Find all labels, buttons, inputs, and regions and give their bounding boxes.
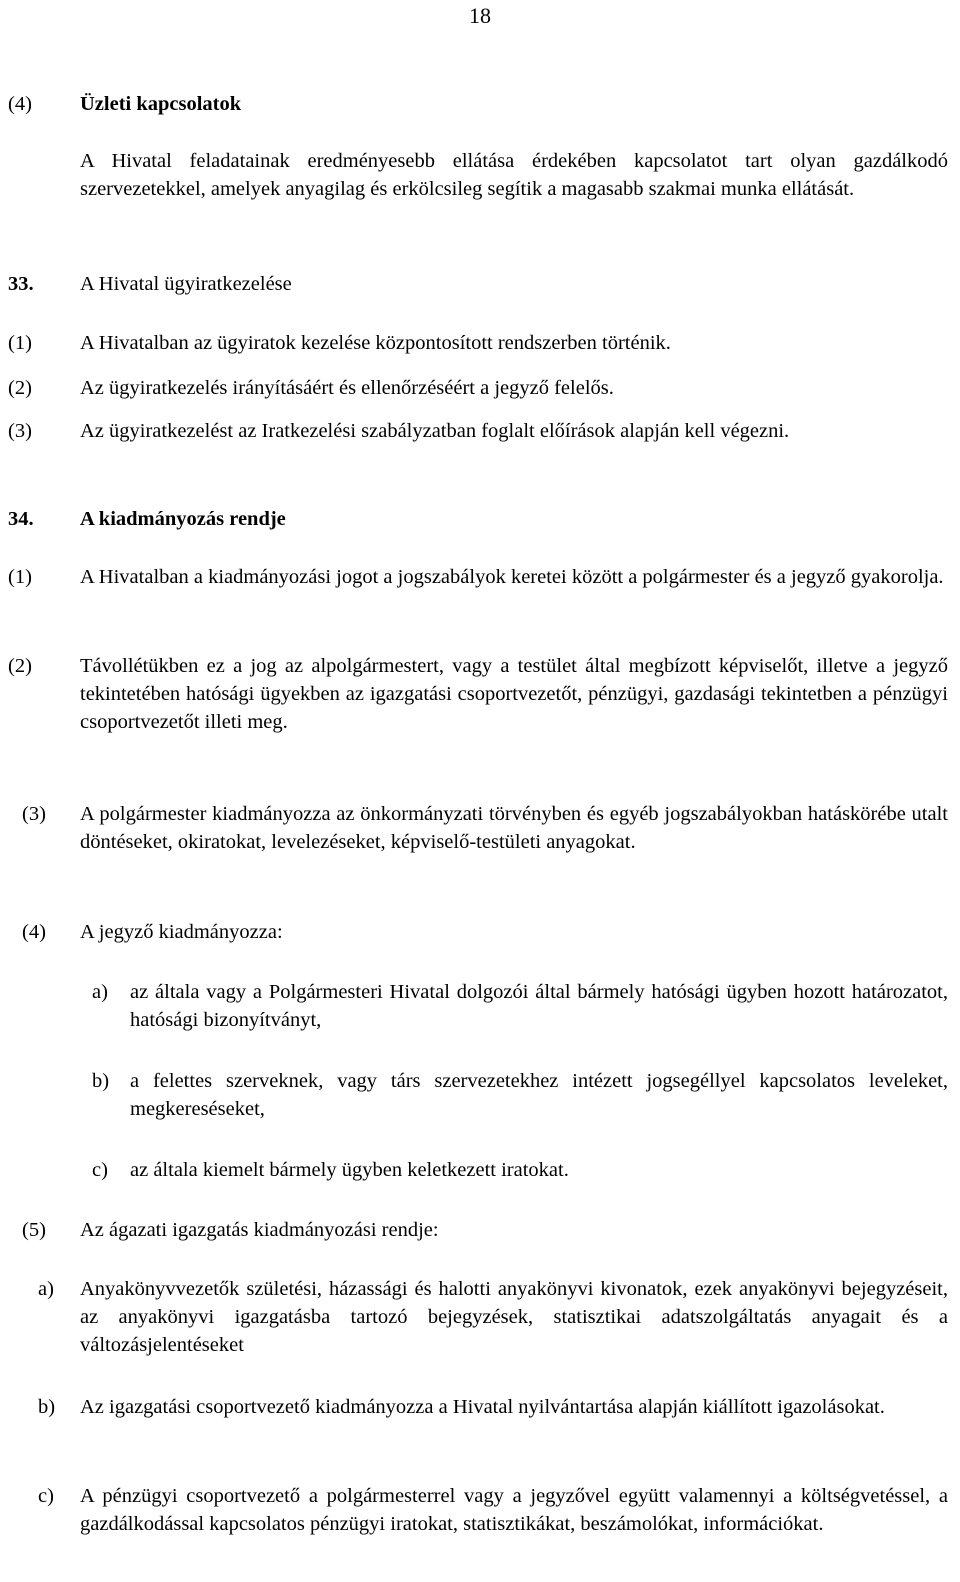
section-34-item-5-number: (5) — [22, 1219, 46, 1241]
section-34-item-1-text: A Hivatalban a kiadmányozási jogot a jogszabályok keretei között a polgármester és a jegyző gyakorolja. — [80, 566, 944, 588]
section-4-number: (4) — [8, 93, 32, 115]
agazati-item-c-text: A pénzügyi csoportvezető a polgármesterrel vagy a jegyzővel együtt valamennyi a költségvetéssel, a gazdálkodással kapcsolatos pénzügyi iratokat, statisztikákat, beszámolókat, információkat. — [80, 1485, 948, 1535]
agazati-item-b-number: b) — [38, 1396, 56, 1418]
section-34-item-4-text: A jegyző kiadmányozza: — [80, 921, 283, 943]
section-33-item-2-text: Az ügyiratkezelés irányításáért és ellenőrzéséért a jegyző felelős. — [80, 377, 614, 399]
section-34-item-5-text: Az ágazati igazgatás kiadmányozási rendje: — [80, 1219, 439, 1241]
agazati-item-a-text: Anyakönyvvezetők születési, házassági és halotti anyakönyvi kivonatok, ezek anyakönyvi bejegyzéseit, az anyakönyvi igazgatásba tartozó bejegyzések, statisztikai adatszolgáltatás anyagait és a változásjelentéseket — [80, 1278, 948, 1356]
section-34-title: A kiadmányozás rendje — [80, 508, 286, 530]
section-33-item-2-number: (2) — [8, 377, 32, 399]
page-number: 18 — [469, 3, 491, 28]
section-33-item-1-text: A Hivatalban az ügyiratok kezelése központosított rendszerben történik. — [80, 332, 671, 354]
jegyzo-item-c-text: az általa kiemelt bármely ügyben keletkezett iratokat. — [130, 1159, 569, 1181]
section-34-number: 34. — [8, 508, 34, 530]
section-34-item-3-number: (3) — [22, 803, 46, 825]
section-33-item-1-number: (1) — [8, 332, 32, 354]
agazati-item-a-number: a) — [38, 1278, 54, 1300]
jegyzo-item-a-text: az általa vagy a Polgármesteri Hivatal dolgozói által bármely hatósági ügyben hozott határozatot, hatósági bizonyítványt, — [130, 981, 948, 1031]
section-33-item-3-text: Az ügyiratkezelést az Iratkezelési szabályzatban foglalt előírások alapján kell végezni. — [80, 420, 790, 442]
agazati-item-b-text: Az igazgatási csoportvezető kiadmányozza a Hivatal nyilvántartása alapján kiállított igazolásokat. — [80, 1396, 885, 1418]
section-34-item-2-number: (2) — [8, 655, 32, 677]
section-34-item-3-text: A polgármester kiadmányozza az önkormányzati törvényben és egyéb jogszabályokban hatáskörébe utalt döntéseket, okiratokat, levelezéseket, képviselő-testületi anyagokat. — [80, 803, 948, 853]
jegyzo-item-b-number: b) — [92, 1070, 110, 1092]
jegyzo-item-a-number: a) — [92, 981, 108, 1003]
section-4-paragraph: A Hivatal feladatainak eredményesebb ellátása érdekében kapcsolatot tart olyan gazdálkodó szervezetekkel, amelyek anyagilag és erkölcsileg segítik a magasabb szakmai munka ellátását. — [80, 150, 948, 200]
section-33-title: A Hivatal ügyiratkezelése — [80, 273, 292, 295]
jegyzo-item-c-number: c) — [92, 1159, 108, 1181]
section-34-item-1-number: (1) — [8, 566, 32, 588]
jegyzo-item-b-text: a felettes szerveknek, vagy társ szervezetekhez intézett jogsegéllyel kapcsolatos leveleket, megkereséseket, — [130, 1070, 948, 1120]
section-34-item-4-number: (4) — [22, 921, 46, 943]
agazati-item-c-number: c) — [38, 1485, 54, 1507]
section-33-number: 33. — [8, 273, 34, 295]
section-4-title: Üzleti kapcsolatok — [80, 93, 242, 115]
section-34-item-2-text: Távollétükben ez a jog az alpolgármestert, vagy a testület által megbízott képviselőt, illetve a jegyző tekintetében hatósági ügyekben az igazgatási csoportvezetőt, pénzügyi, gazdasági tekintetben a pénzügyi csoportvezetőt illeti meg. — [80, 655, 948, 733]
section-33-item-3-number: (3) — [8, 420, 32, 442]
